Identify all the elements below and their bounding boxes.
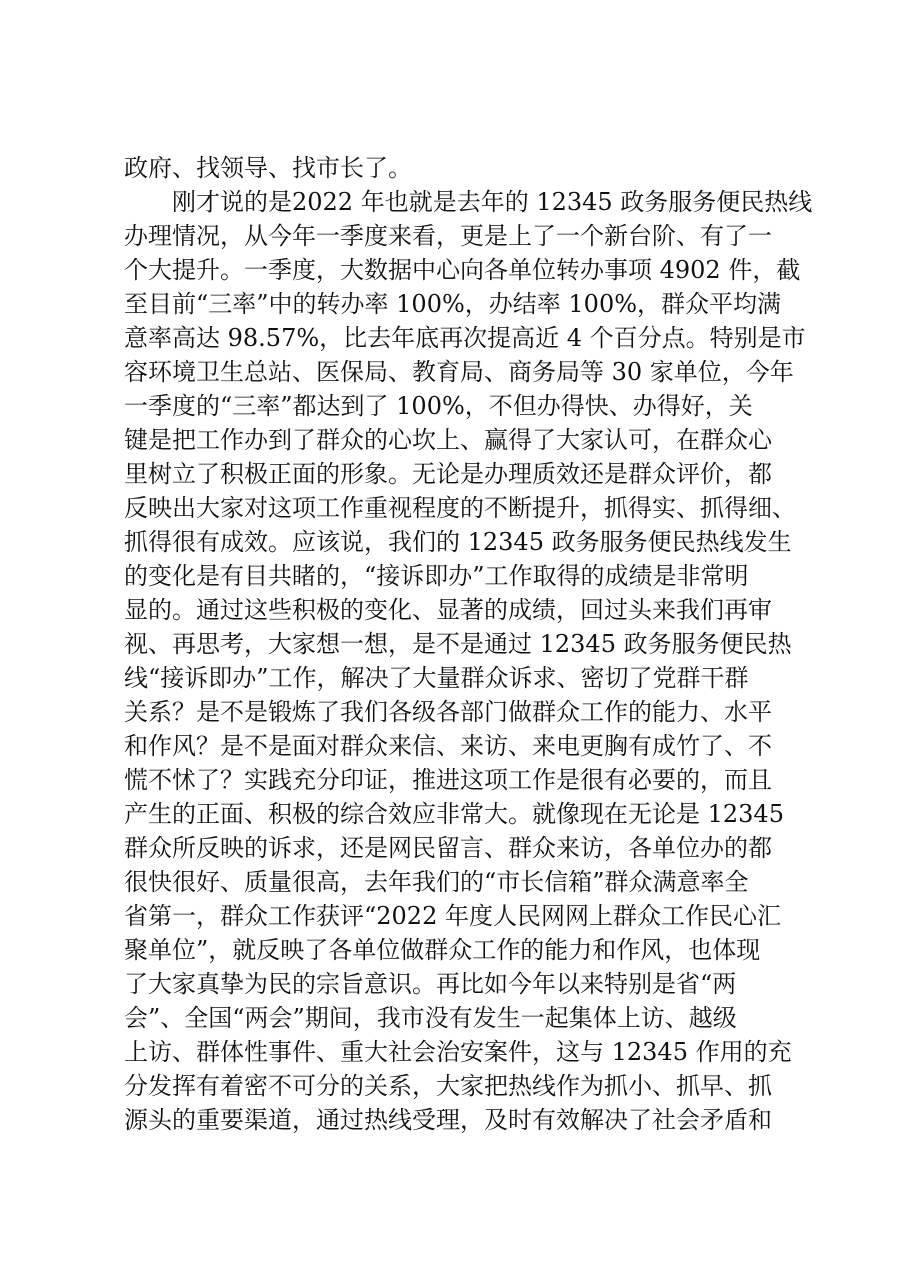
text-line: 刚才说的是2022 年也就是去年的 12345 政务服务便民热线: [172, 188, 813, 216]
text-line: 键是把工作办到了群众的心坎上、赢得了大家认可，在群众心: [124, 426, 772, 454]
text-line: 聚单位”，就反映了各单位做群众工作的能力和作风，也体现: [124, 936, 761, 964]
text-line: 很快很好、质量很高，去年我们的“市长信箱”群众满意率全: [124, 868, 749, 896]
text-line: 显的。通过这些积极的变化、显著的成绩，回过头来我们再审: [124, 596, 772, 624]
text-line: 视、再思考，大家想一想，是不是通过 12345 政务服务便民热: [124, 630, 792, 658]
text-line: 上访、群体性事件、重大社会治安案件，这与 12345 作用的充: [124, 1038, 792, 1066]
text-line: 和作风？是不是面对群众来信、来访、来电更胸有成竹了、不: [124, 732, 772, 760]
text-line: 容环境卫生总站、医保局、教育局、商务局等 30 家单位，今年: [124, 358, 794, 386]
text-line: 关系？是不是锻炼了我们各级各部门做群众工作的能力、水平: [124, 698, 772, 726]
text-line: 一季度的“三率”都达到了 100%，不但办得快、办得好，关: [124, 392, 753, 420]
text-line: 产生的正面、积极的综合效应非常大。就像现在无论是 12345: [124, 800, 784, 828]
text-line: 抓得很有成效。应该说，我们的 12345 政务服务便民热线发生: [124, 528, 792, 556]
text-line: 的变化是有目共睹的，“接诉即办”工作取得的成绩是非常明: [124, 562, 749, 590]
text-line: 了大家真挚为民的宗旨意识。再比如今年以来特别是省“两: [124, 970, 737, 998]
text-line: 至目前“三率”中的转办率 100%，办结率 100%，群众平均满: [124, 290, 782, 318]
text-line: 会”、全国“两会”期间，我市没有发生一起集体上访、越级: [124, 1004, 737, 1032]
text-line: 个大提升。一季度，大数据中心向各单位转办事项 4902 件，截: [124, 256, 801, 284]
text-line: 反映出大家对这项工作重视程度的不断提升，抓得实、抓得细、: [124, 494, 796, 522]
text-line: 群众所反映的诉求，还是网民留言、群众来访，各单位办的都: [124, 834, 772, 862]
text-line: 线“接诉即办”工作，解决了大量群众诉求、密切了党群干群: [124, 664, 749, 692]
text-line: 意率高达 98.57%，比去年底再次提高近 4 个百分点。特别是市: [124, 324, 806, 352]
text-line: 里树立了积极正面的形象。无论是办理质效还是群众评价，都: [124, 460, 772, 488]
text-line: 慌不怵了？实践充分印证，推进这项工作是很有必要的，而且: [124, 766, 772, 794]
text-line: 源头的重要渠道，通过热线受理，及时有效解决了社会矛盾和: [124, 1106, 772, 1134]
text-line: 政府、找领导、找市长了。: [124, 154, 412, 182]
text-line: 省第一，群众工作获评“2022 年度人民网网上群众工作民心汇: [124, 902, 781, 930]
text-line: 办理情况，从今年一季度来看，更是上了一个新台阶、有了一: [124, 222, 772, 250]
text-line: 分发挥有着密不可分的关系，大家把热线作为抓小、抓早、抓: [124, 1072, 772, 1100]
